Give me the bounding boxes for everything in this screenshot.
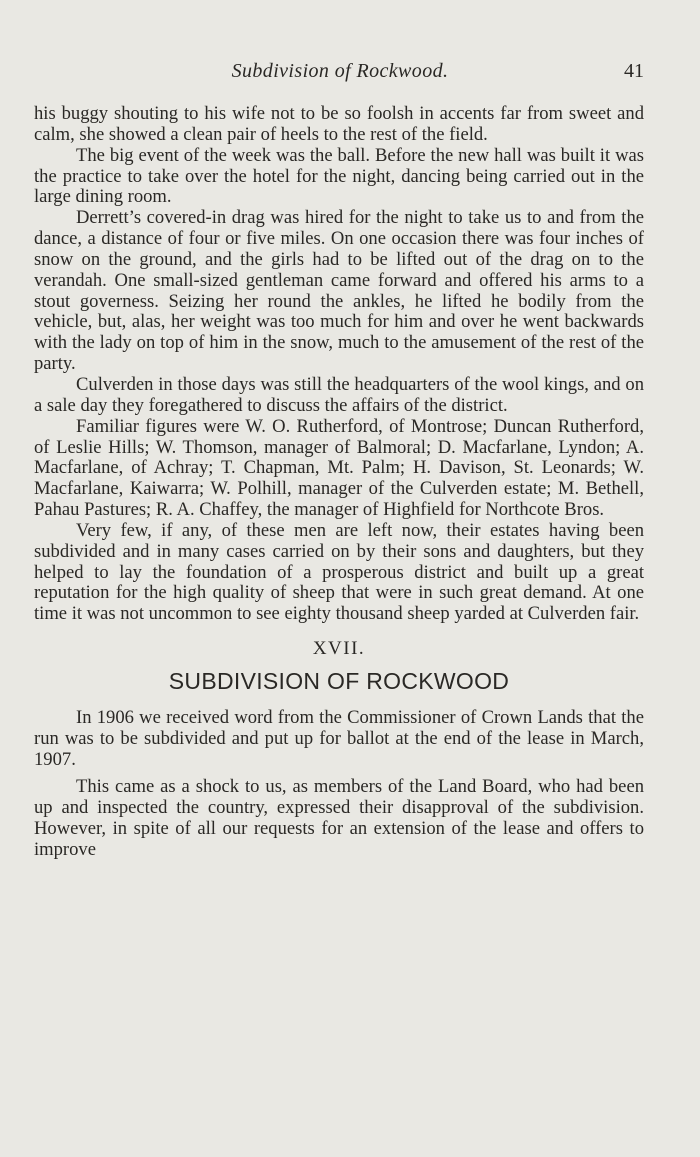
paragraph-very-few: Very few, if any, of these men are left now, their estates having been subdivided and in many cases carried on by their sons and daughters, but they helped to lay the foundation of a prosperous district and built up a great reputation for the high quality of sheep that were in such great demand. At one time it was not uncommon to see eighty thousand sheep yarded at Culverden fair. bbox=[34, 519, 644, 625]
chapter-title: SUBDIVISION OF ROCKWOOD bbox=[168, 668, 510, 695]
paragraph-drag: Derrett’s covered-in drag was hired for the night to take us to and from the dance, a distance of four or five miles. On one occasion there was four inches of snow on the ground, and the girls had to be lifted out of the drag on to the verandah. One small-sized gentleman came forward and offered his arms to a stout governess. Seizing her round the ankles, he lifted he bodily from the vehicle, but, alas, her weight was too much for him and over he went backwards with the lady on top of him in the snow, much to the amusement of the rest of the party. bbox=[34, 207, 644, 375]
paragraph-ball: The big event of the week was the ball. Before the new hall was built it was the practice to take over the hotel for the night, dancing being carried out in the large dining room. bbox=[34, 144, 644, 208]
running-head bbox=[0, 60, 700, 88]
running-title: Subdivision of Rockwood. bbox=[231, 60, 449, 82]
chapter-text bbox=[34, 707, 644, 860]
paragraph-shock: This came as a shock to us, as members of the Land Board, who had been up and inspected the country, expressed their disapproval of the subdivision. However, in spite of all our requests for an extension of the lease and offers to improve bbox=[34, 776, 644, 861]
page-number: 41 bbox=[624, 60, 644, 82]
paragraph-culverden: Culverden in those days was still the headquarters of the wool kings, and on a sale day they foregathered to discuss the affairs of the district. bbox=[34, 373, 644, 416]
chapter-number: XVII. bbox=[312, 638, 366, 660]
paragraph-continued: his buggy shouting to his wife not to be so foolsh in accents far from sweet and calm, she showed a clean pair of heels to the rest of the field. bbox=[34, 103, 644, 145]
page-body bbox=[34, 104, 644, 860]
paragraph-familiar-figures: Familiar figures were W. O. Rutherford, of Montrose; Duncan Rutherford, of Leslie Hills; W. Thomson, manager of Balmoral; D. Macfarlane, Lyndon; A. Macfarlane, of Achray; T. Chapman, Mt. Palm; H. Davison, St. Leonards; W. Macfarlane, Kaiwarra; W. Polhill, manager of the Culverden estate; M. Bethell, Pahau Pastures; R. A. Chaffey, the manager of Highfield for Northcote Bros. bbox=[34, 415, 644, 521]
paragraph-commissioner: In 1906 we received word from the Commissioner of Crown Lands that the run was to be subdivided and put up for ballot at the end of the lease in March, 1907. bbox=[34, 707, 644, 771]
